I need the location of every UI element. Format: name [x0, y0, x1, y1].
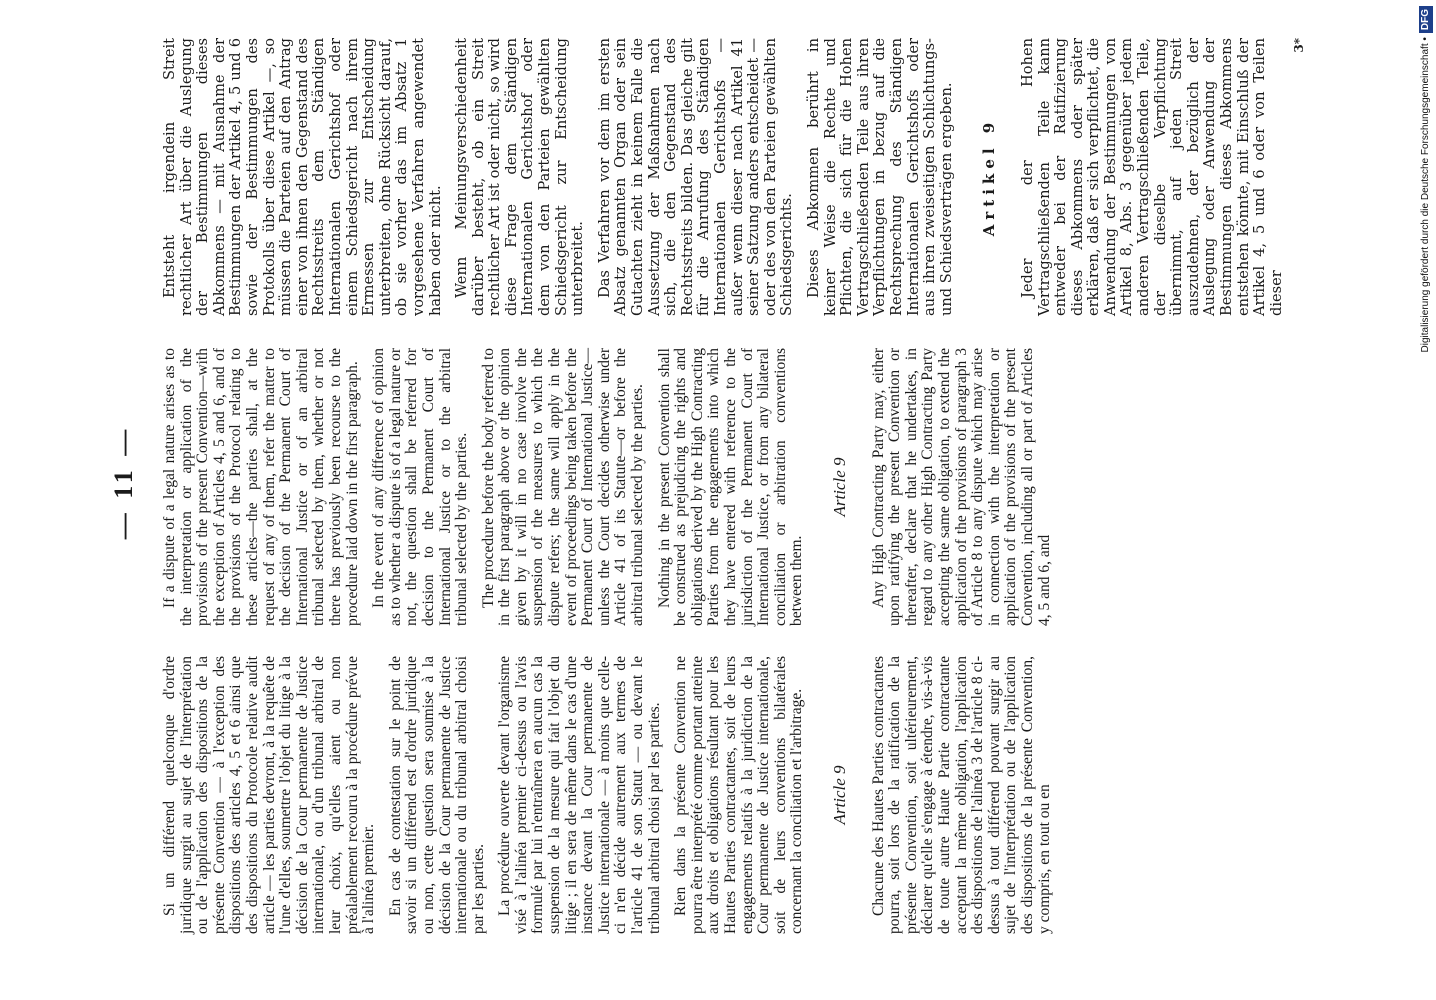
- german-paragraph: Entsteht irgendein Streit rechtlicher Art über die Auslegung der Bestimmungen dieses Abkommens — mit Ausnahme der Bestimmungen der Artikel 4, 5 und 6 sowie der Bestimmungen des Protokolls über diese Artikel —, so müssen die Parteien auf den Antrag einer von ihnen den Gegenstand des Rechtsstreits dem Ständigen Internationalen Gerichtshof oder einem Schiedsgericht nach ihrem Ermessen zur Entscheidung unterbreiten, ohne Rücksicht darauf, ob sie vorher das im Absatz 1 vorgesehene Verfahren angewendet haben oder nicht.: [161, 38, 444, 316]
- german-paragraph: Wenn Meinungsverschiedenheit darüber besteht, ob ein Streit rechtlicher Art ist oder nicht, so wird diese Frage dem Ständigen Internationalen Gerichtshof oder dem von den Parteien gewählten Schiedsgericht zur Entscheidung unterbreitet.: [453, 38, 587, 316]
- german-paragraph: Jeder der Hohen Vertragschließenden Teile kann entweder bei der Ratifizierung dieses Abkommens oder später erklären, daß er sich verpflichtet, die Anwendung der Bestimmungen von Artikel 8, Abs. 3 gegenüber jedem anderen Vertragschließenden Teile, der dieselbe Verpflichtung übernimmt, auf jeden Streit auszudehnen, der bezüglich der Auslegung oder Anwendung der Bestimmungen dieses Abkommens entstehen könnte, mit Einschluß der Artikel 4, 5 und 6 oder von Teilen dieser: [1018, 38, 1285, 316]
- french-paragraph: En cas de contestation sur le point de savoir si un différend est d'ordre juridique ou non, cette question sera soumise à la décision de la Cour permanente de Justice internationale ou du tribunal arbitral choisi par les parties.: [386, 656, 487, 934]
- french-paragraph: Rien dans la présente Convention ne pourra être interprété comme portant atteinte aux droits et obligations résultant pour les Hautes Parties contractantes, soit de leurs engagements relatifs à la juridiction de la Cour permanente de Justice internationale, soit de leurs conventions bilatérales concernant la conciliation et l'arbitrage.: [672, 656, 806, 934]
- signature-mark: 3*: [1292, 38, 1307, 53]
- english-article-heading: Article 9: [829, 457, 849, 517]
- french-column: [162, 656, 1272, 934]
- digitization-credit: [1418, 6, 1434, 996]
- german-paragraph: Das Verfahren vor dem im ersten Absatz genannten Organ oder sein Gutachten zieht in keinem Falle die Aussetzung der Maßnahmen nach sich, die den Gegenstand des Rechtsstreits bilden. Das gleiche gilt für die Anrufung des Ständigen Internationalen Gerichtshofs — außer wenn dieser nach Artikel 41 seiner Satzung anders entscheidet — oder des von den Parteien gewählten Schiedsgerichts.: [595, 38, 796, 316]
- rotated-page: [100, 25, 1307, 940]
- english-paragraph: Any High Contracting Party may, either upon ratifying the present Convention or thereafter, declare that he undertakes, in regard to any other High Contracting Party accepting the same obligation, to extend the application of the provisions of paragraph 3 of Article 8 to any dispute which may arise in connection with the interpretation or application of the provisions of the present Convention, including all or part of Articles 4, 5 and 6, and: [869, 348, 1053, 626]
- english-paragraph: Nothing in the present Convention shall be construed as prejudicing the rights and obligations derived by the High Contracting Parties from the engagements into which they have entered with reference to the jurisdiction of the Permanent Court of International Justice, or from any bilateral conciliation or arbitration conventions between them.: [655, 348, 806, 626]
- french-article-heading: Article 9: [829, 765, 849, 825]
- french-paragraph: La procédure ouverte devant l'organisme visé à l'alinéa premier ci-dessus ou l'avis formulé par lui n'entraînera en aucun cas la suspension de la mesure qui fait l'objet du litige ; il en sera de même dans le cas d'une instance devant la Cour permanente de Justice internationale — à moins que celle-ci n'en décide autrement aux termes de l'article 41 de son Statut — ou devant le tribunal arbitral choisi par les parties.: [496, 656, 663, 934]
- credit-margin: [1418, 6, 1436, 996]
- credit-text: Digitalisierung gefördert durch die Deutsche Forschungsgemeinschaft •: [1420, 37, 1431, 353]
- english-paragraph: In the event of any difference of opinion as to whether a dispute is of a legal nature or not, the question shall be referred for decision to the Permanent Court of International Justice or to the arbitral tribunal selected by the parties.: [370, 348, 471, 626]
- english-paragraph: If a dispute of a legal nature arises as to the interpretation or application of the provisions of the present Convention—with the exception of Articles 4, 5 and 6, and of the provisions of the Protocol relating to these articles—the parties shall, at the request of any of them, refer the matter to the decision of the Permanent Court of International Justice or of an arbitral tribunal selected by them, whether or not there has previously been recourse to the procedure laid down in the first paragraph.: [161, 348, 361, 626]
- dfg-logo: DFG: [1419, 6, 1433, 33]
- english-paragraph: The procedure before the body referred to in the first paragraph above or the opinion given by it will in no case involve the suspension of the measures to which the dispute refers; the same will apply in the event of proceedings being taken before the Permanent Court of International Justice—unless the Court decides otherwise under Article 41 of its Statute—or before the arbitral tribunal selected by the parties.: [479, 348, 647, 626]
- german-column: [161, 38, 1307, 316]
- german-paragraph: Dieses Abkommen berührt in keiner Weise die Rechte und Pflichten, die sich für die Hohen Vertragschließenden Teile aus ihren Verpflichtungen in bezug auf die Rechtsprechung des Ständigen Internationalen Gerichtshofs oder aus ihren zweiseitigen Schlichtungs- und Schiedsverträgen ergeben.: [804, 38, 955, 316]
- german-article-heading: Artikel 9: [980, 117, 999, 237]
- french-paragraph: Si un différend quelconque d'ordre juridique surgit au sujet de l'interprétation ou de l'application des dispositions de la présente Convention — à l'exception des dispositions des articles 4, 5 et 6 ainsi que des dispositions du Protocole relative audit article — les parties devront, à la requête de l'une d'elles, soumettre l'objet du litige à la décision de la Cour permanente de Justice internationale, ou d'un tribunal arbitral de leur choix, qu'elles aient ou non préalablement recouru à la procédure prévue à l'alinéa premier.: [161, 656, 378, 934]
- page-number: — 11 —: [109, 425, 138, 540]
- english-column: [162, 348, 1272, 626]
- french-paragraph: Chacune des Hautes Parties contractantes pourra, soit lors de la ratification de la présente Convention, soit ultérieurement, déclarer qu'elle s'engage à étendre, vis-à-vis de toute autre Haute Partie contractante acceptant la même obligation, l'application des dispositions de l'alinéa 3 de l'article 8 ci-dessus à tout différend pouvant surgir au sujet de l'interprétation ou de l'application des dispositions de la présente Convention, y compris, en tout ou en: [869, 656, 1053, 934]
